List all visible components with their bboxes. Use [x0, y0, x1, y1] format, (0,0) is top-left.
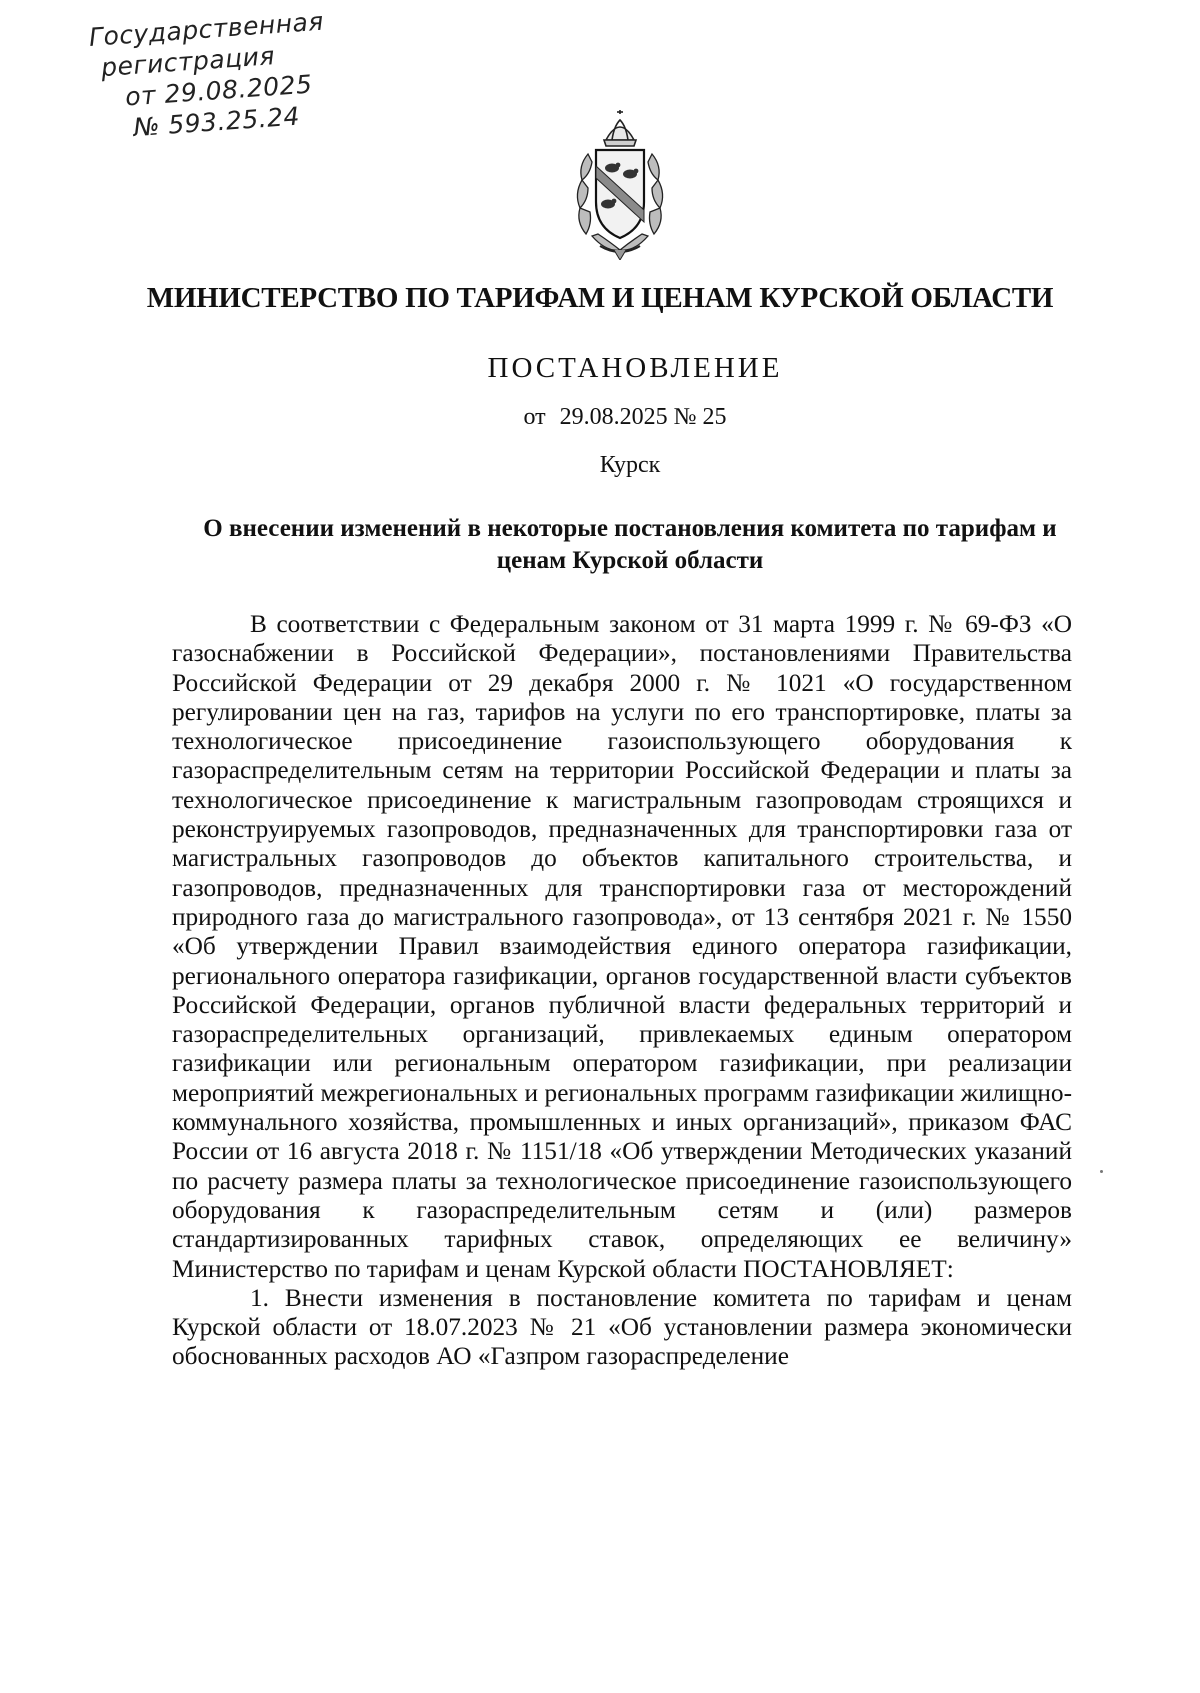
body-paragraph-preamble: В соответствии с Федеральным законом от 31 марта 1999 г. № 69-ФЗ «О газоснабжении в Российской Федерации», постановлениями Правительства Российской Федерации от 29 декабря 2000 г. № 1021 «О государственном регулировании цен на газ, тарифов на услуги по его транспортировке, платы за технологическое присоединение газоиспользующего оборудования к газораспределительным сетям на территории Российской Федерации и платы за технологическое присоединение к магистральным газопроводам строящихся и реконструируемых газопроводов, предназначенных для транспортировки газа от магистральных газопроводов до объектов капитального строительства, и газопроводов, предназначенных для транспортировки газа от месторождений природного газа до магистрального газопровода», от 13 сентября 2021 г. № 1550 «Об утверждении Правил взаимодействия единого оператора газификации, регионального оператора газификации, органов государственной власти субъектов Российской Федерации, органов публичной власти федеральных территорий и газораспределительных организаций, привлекаемых единым оператором газификации или региональным оператором газификации, при реализации мероприятий межрегиональных и региональных программ газификации жилищно-коммунального хозяйства, промышленных и иных организаций», приказом ФАС России от 16 августа 2018 г. № 1151/18 «Об утверждении Методических указаний по расчету размера платы за технологическое присоединение газоиспользующего оборудования к газораспределительным сетям и (или) размеров стандартизированных тарифных ставок, определяющих ее величину» Министерство по тарифам и ценам Курской области ПОСТАНОВЛЯЕТ: — [172, 610, 1072, 1283]
document-date-prefix: от — [523, 404, 546, 430]
coat-of-arms-icon — [570, 110, 670, 260]
document-date-value: 29.08.2025 № 25 — [559, 404, 727, 430]
registration-note-line: от 29.08.2025 — [124, 69, 314, 112]
document-title: О внесении изменений в некоторые постановления комитета по тарифам и ценам Курской области — [203, 515, 1057, 574]
ministry-name: МИНИСТЕРСТВО ПО ТАРИФАМ И ЦЕНАМ КУРСКОЙ ОБЛАСТИ — [146, 282, 1054, 314]
document-city: Курск — [599, 452, 661, 478]
body-paragraph-item-1: 1. Внести изменения в постановление комитета по тарифам и ценам Курской области от 18.07.2023 № 21 «Об установлении размера экономически обоснованных расходов АО «Газпром газораспределение — [172, 1283, 1072, 1371]
scan-speck — [1100, 1170, 1103, 1173]
document-body — [172, 610, 1072, 1372]
registration-note-line: Государственная — [88, 6, 325, 52]
document-kind: ПОСТАНОВЛЕНИЕ — [487, 352, 783, 384]
document-date — [0, 404, 1200, 431]
handwritten-registration-note — [88, 4, 356, 146]
registration-note-line: № 593.25.24 — [132, 101, 301, 143]
registration-note-line: регистрация — [100, 41, 276, 83]
